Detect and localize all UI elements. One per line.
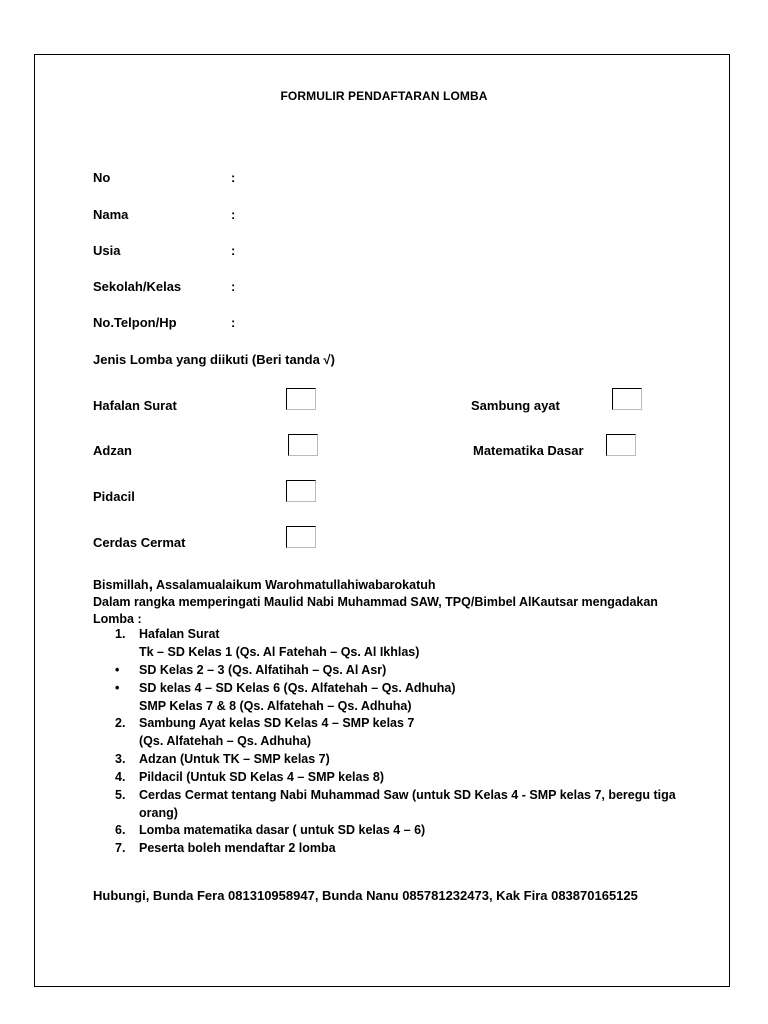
list-marker: 6. — [115, 823, 126, 837]
option-label-pidacil: Pidacil — [93, 489, 135, 504]
field-colon-telpon: : — [231, 315, 236, 330]
checkbox-matematika[interactable] — [606, 434, 636, 456]
field-colon-nama: : — [231, 207, 236, 222]
greeting-rest: Assalamualaikum Warohmatullahiwabarokatuh — [153, 578, 436, 592]
checkbox-sambung[interactable] — [612, 388, 642, 410]
field-colon-sekolah: : — [231, 279, 236, 294]
competition-prompt: Jenis Lomba yang diikuti (Beri tanda √) — [93, 352, 335, 367]
list-marker: 2. — [115, 716, 126, 730]
field-label-nama: Nama — [93, 207, 129, 222]
greeting-prefix: Bismillah — [93, 578, 149, 592]
checkbox-adzan[interactable] — [288, 434, 318, 456]
greeting-comma: , — [148, 576, 154, 593]
bullet-icon: • — [115, 663, 120, 677]
form-title: FORMULIR PENDAFTARAN LOMBA — [280, 89, 488, 103]
checkbox-pidacil[interactable] — [286, 480, 316, 502]
list-item-text: SD Kelas 2 – 3 (Qs. Alfatihah – Qs. Al Asr) — [139, 663, 387, 677]
intro-line-1: Dalam rangka memperingati Maulid Nabi Muhammad SAW, TPQ/Bimbel AlKautsar mengadakan — [93, 595, 658, 609]
list-item-text: Adzan (Untuk TK – SMP kelas 7) — [139, 752, 330, 766]
list-item-text: Hafalan Surat — [139, 627, 220, 641]
list-marker: 3. — [115, 752, 126, 766]
greeting-line — [93, 576, 703, 595]
option-label-hafalan: Hafalan Surat — [93, 398, 177, 413]
list-marker: 1. — [115, 627, 126, 641]
list-marker: 7. — [115, 841, 126, 855]
field-colon-usia: : — [231, 243, 236, 258]
list-item-text: Pildacil (Untuk SD Kelas 4 – SMP kelas 8) — [139, 770, 385, 784]
intro-line-2: Lomba : — [93, 612, 142, 626]
list-item-text: SMP Kelas 7 & 8 (Qs. Alfatehah – Qs. Adhuha) — [139, 699, 412, 713]
list-item-text: orang) — [139, 806, 178, 820]
checkbox-cerdas[interactable] — [286, 526, 316, 548]
field-label-sekolah: Sekolah/Kelas — [93, 279, 182, 294]
list-item-text: (Qs. Alfatehah – Qs. Adhuha) — [139, 734, 312, 748]
option-label-adzan: Adzan — [93, 443, 132, 458]
option-label-cerdas: Cerdas Cermat — [93, 535, 186, 550]
list-marker: 4. — [115, 770, 126, 784]
list-item-text: Sambung Ayat kelas SD Kelas 4 – SMP kelas 7 — [139, 716, 415, 730]
list-item-text: Tk – SD Kelas 1 (Qs. Al Fatehah – Qs. Al Ikhlas) — [139, 645, 420, 659]
bullet-icon: • — [115, 681, 120, 695]
list-item-text: Cerdas Cermat tentang Nabi Muhammad Saw (untuk SD Kelas 4 - SMP kelas 7, beregu tiga — [139, 788, 676, 802]
field-label-usia: Usia — [93, 243, 121, 258]
list-marker: 5. — [115, 788, 126, 802]
field-label-no: No — [93, 170, 111, 185]
list-item-text: SD kelas 4 – SD Kelas 6 (Qs. Alfatehah – Qs. Adhuha) — [139, 681, 456, 695]
contact-line: Hubungi, Bunda Fera 081310958947, Bunda Nanu 085781232473, Kak Fira 083870165125 — [93, 888, 638, 903]
option-label-sambung: Sambung ayat — [471, 398, 560, 413]
checkbox-hafalan[interactable] — [286, 388, 316, 410]
list-item-text: Peserta boleh mendaftar 2 lomba — [139, 841, 336, 855]
field-label-telpon: No.Telpon/Hp — [93, 315, 177, 330]
list-item-text: Lomba matematika dasar ( untuk SD kelas 4 – 6) — [139, 823, 426, 837]
field-colon-no: : — [231, 170, 236, 185]
option-label-matematika: Matematika Dasar — [473, 443, 584, 458]
